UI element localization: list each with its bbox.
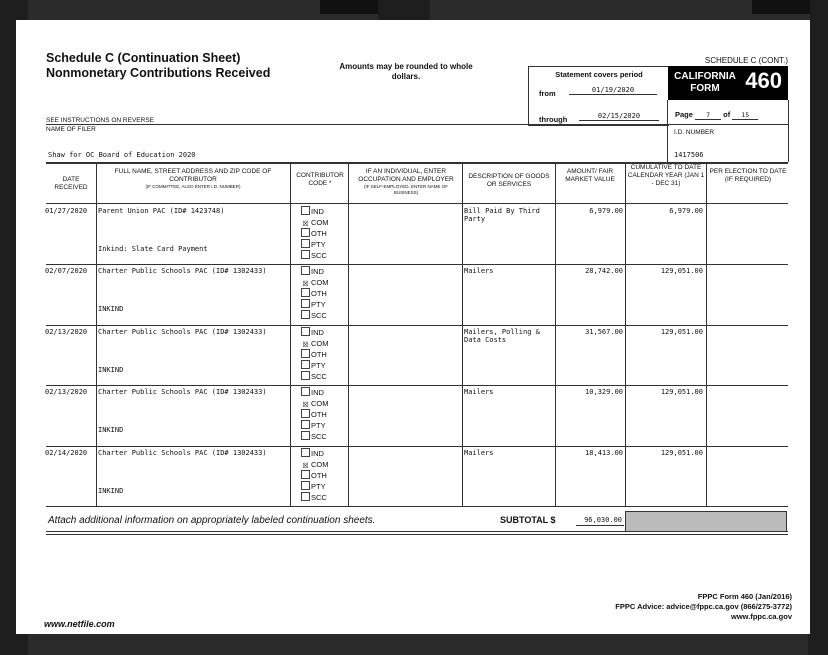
code-label: COM <box>311 218 329 227</box>
contributor-code-option <box>301 448 329 459</box>
background-page-bottom <box>28 634 808 655</box>
contributor-code-option <box>301 266 329 277</box>
code-label: IND <box>311 267 324 277</box>
row-note: INKIND <box>98 426 124 435</box>
column-divider <box>555 162 556 506</box>
header-per-election: PER ELECTION TO DATE (IF REQUIRED) <box>709 168 787 183</box>
contributor-code-option <box>301 206 329 217</box>
divider <box>46 124 788 125</box>
contributor-code-option <box>301 288 329 299</box>
contributor-code-option <box>301 239 329 250</box>
column-divider <box>462 162 463 506</box>
page-label: Page <box>675 110 693 119</box>
of-label: of <box>723 110 731 119</box>
row-note: INKIND <box>98 305 124 314</box>
contributor-code-option <box>301 387 329 398</box>
code-label: COM <box>311 459 329 469</box>
rounding-note: Amounts may be rounded to whole dollars. <box>339 62 473 81</box>
row-cumulative: 129,051.00 <box>660 267 703 276</box>
code-checkbox[interactable]: ☒ <box>302 341 309 349</box>
code-checkbox[interactable] <box>301 228 310 237</box>
row-divider <box>46 264 788 265</box>
contributor-code-option <box>301 349 329 360</box>
code-checkbox[interactable]: ☒ <box>302 402 309 410</box>
header-date: DATE RECEIVED <box>54 176 88 191</box>
code-label: SCC <box>311 432 327 442</box>
row-contributor-name: Parent Union PAC (ID# 1423748) <box>98 207 225 215</box>
through-label: through <box>539 115 568 124</box>
footer-divider <box>46 534 788 535</box>
divider <box>667 100 668 162</box>
row-description: Mailers <box>464 267 494 276</box>
row-note: Inkind: Slate Card Payment <box>98 245 208 253</box>
header-occupation-text: IF AN INDIVIDUAL, ENTER OCCUPATION AND EMPLOYER <box>358 168 454 183</box>
contributor-code-option <box>301 481 329 492</box>
table-header-border <box>46 203 788 204</box>
california-form-badge <box>668 66 788 100</box>
row-cumulative: 6,979.00 <box>669 207 703 215</box>
contributor-code-option <box>301 327 329 338</box>
code-checkbox[interactable] <box>301 492 310 501</box>
contributor-code-group <box>301 327 329 382</box>
contributor-code-option <box>301 250 329 261</box>
subtotal-label: SUBTOTAL $ <box>500 515 556 525</box>
code-label: PTY <box>311 300 326 310</box>
code-label: SCC <box>311 492 327 502</box>
code-label: OTH <box>311 229 327 238</box>
header-amount: AMOUNT/ FAIR MARKET VALUE <box>565 168 615 183</box>
row-date: 02/13/2020 <box>45 388 88 397</box>
code-checkbox[interactable]: ☒ <box>302 462 309 470</box>
row-amount: 18,413.00 <box>585 448 623 457</box>
fppc-website: www.fppc.ca.gov <box>731 612 792 621</box>
attach-note: Attach additional information on appropriately labeled continuation sheets. <box>48 515 376 526</box>
code-checkbox[interactable] <box>301 250 310 259</box>
row-description: Mailers <box>464 448 494 457</box>
subtotal-underline <box>576 525 624 526</box>
california-form-label: CALIFORNIA FORM <box>674 71 736 94</box>
row-divider <box>46 385 788 386</box>
row-amount: 28,742.00 <box>585 267 623 276</box>
row-amount: 31,567.00 <box>585 327 623 336</box>
contributor-code-option <box>301 398 329 409</box>
column-divider <box>290 162 291 506</box>
code-label: OTH <box>311 289 327 299</box>
header-description: DESCRIPTION OF GOODS OR SERVICES <box>468 173 550 188</box>
row-date: 02/13/2020 <box>45 327 88 336</box>
contributor-code-group <box>301 266 329 321</box>
form-title: Schedule C (Continuation Sheet) <box>46 51 241 65</box>
code-checkbox[interactable] <box>301 327 310 336</box>
column-divider <box>348 162 349 506</box>
contributor-code-option <box>301 371 329 382</box>
code-checkbox[interactable] <box>301 360 310 369</box>
from-date: 01/19/2020 <box>569 86 657 95</box>
row-date: 02/14/2020 <box>45 448 88 457</box>
subtotal-value: 96,030.00 <box>584 516 622 524</box>
code-label: IND <box>311 327 324 337</box>
row-divider <box>46 446 788 447</box>
code-label: OTH <box>311 410 327 420</box>
statement-period-box <box>528 66 669 126</box>
code-label: OTH <box>311 349 327 359</box>
contributor-code-option <box>301 228 329 239</box>
form-subtitle: Nonmonetary Contributions Received <box>46 66 271 80</box>
footer-divider <box>46 531 788 532</box>
row-cumulative: 129,051.00 <box>660 327 703 336</box>
code-label: COM <box>311 278 329 288</box>
row-description: Bill Paid By Third Party <box>464 207 540 223</box>
id-number-label: I.D. NUMBER <box>674 129 715 136</box>
row-cumulative: 129,051.00 <box>660 448 703 457</box>
code-checkbox[interactable] <box>301 266 310 275</box>
column-divider <box>96 162 97 506</box>
contributor-code-group <box>301 206 329 261</box>
row-contributor-name: Charter Public Schools PAC (ID# 1302433) <box>98 388 267 397</box>
row-amount: 6,979.00 <box>589 207 623 215</box>
code-checkbox[interactable] <box>301 371 310 380</box>
contributor-code-option <box>301 338 329 349</box>
code-checkbox[interactable] <box>301 387 310 396</box>
row-description: Mailers <box>464 388 494 397</box>
code-checkbox[interactable] <box>301 448 310 457</box>
code-checkbox[interactable] <box>301 310 310 319</box>
fppc-advice: FPPC Advice: advice@fppc.ca.gov (866/275-3772) <box>615 602 792 611</box>
form-page <box>16 20 810 634</box>
contributor-code-option <box>301 310 329 321</box>
subtotal-shaded-box <box>625 511 787 532</box>
code-checkbox[interactable] <box>301 409 310 418</box>
divider <box>788 100 789 162</box>
header-name <box>100 168 286 190</box>
code-label: PTY <box>311 421 326 431</box>
column-divider <box>706 162 707 506</box>
filer-name: Shaw for OC Board of Education 2020 <box>48 151 196 159</box>
contributor-code-option <box>301 492 329 503</box>
page-indicator <box>675 110 758 120</box>
background-page-left <box>28 0 378 22</box>
background-form-badge <box>320 0 378 14</box>
header-name-sub: (IF COMMITTEE, ALSO ENTER I.D. NUMBER) <box>145 184 241 189</box>
from-label: from <box>539 89 556 98</box>
code-checkbox[interactable] <box>301 206 310 215</box>
contributor-code-group <box>301 387 329 442</box>
code-checkbox[interactable]: ☒ <box>302 281 309 289</box>
code-checkbox[interactable]: ☒ <box>302 221 309 228</box>
code-label: COM <box>311 399 329 409</box>
code-label: IND <box>311 388 324 398</box>
contributor-code-option <box>301 217 329 228</box>
contributor-code-option <box>301 431 329 442</box>
code-label: PTY <box>311 481 326 491</box>
row-contributor-name: Charter Public Schools PAC (ID# 1302433) <box>98 267 267 276</box>
code-label: IND <box>311 448 324 458</box>
contributor-code-option <box>301 299 329 310</box>
code-checkbox[interactable] <box>301 420 310 429</box>
column-divider <box>625 162 626 506</box>
row-date: 02/07/2020 <box>45 267 88 276</box>
schedule-cont-label: SCHEDULE C (CONT.) <box>704 56 788 65</box>
name-of-filer-label: NAME OF FILER <box>46 126 96 133</box>
row-note: INKIND <box>98 365 124 374</box>
row-cumulative: 129,051.00 <box>660 388 703 397</box>
statement-period-title: Statement covers period <box>555 70 643 79</box>
code-checkbox[interactable] <box>301 299 310 308</box>
see-instructions: SEE INSTRUCTIONS ON REVERSE <box>46 117 154 124</box>
row-divider <box>46 325 788 326</box>
background-form-badge <box>752 0 810 14</box>
contributor-code-option <box>301 459 329 470</box>
contributor-code-option <box>301 420 329 431</box>
header-occupation <box>352 168 460 195</box>
row-contributor-name: Charter Public Schools PAC (ID# 1302433) <box>98 327 267 336</box>
row-description: Mailers, Polling & Data Costs <box>464 327 540 344</box>
code-label: SCC <box>311 251 327 260</box>
code-label: COM <box>311 338 329 348</box>
code-checkbox[interactable] <box>301 288 310 297</box>
row-date: 01/27/2020 <box>45 207 88 215</box>
page-number: 7 <box>695 111 721 120</box>
code-label: OTH <box>311 470 327 480</box>
code-label: IND <box>311 207 324 216</box>
row-amount: 10,329.00 <box>585 388 623 397</box>
contributor-code-group <box>301 448 329 503</box>
page-total: 15 <box>732 111 758 120</box>
header-name-text: FULL NAME, STREET ADDRESS AND ZIP CODE OF CONTRIBUTOR <box>114 168 272 183</box>
header-occupation-sub: (IF SELF-EMPLOYED, ENTER NAME OF BUSINESS) <box>363 184 448 195</box>
header-code: CONTRIBUTOR CODE * <box>296 172 344 187</box>
table-bottom-border <box>46 506 788 507</box>
code-label: PTY <box>311 360 326 370</box>
code-label: PTY <box>311 240 326 249</box>
code-checkbox[interactable] <box>301 431 310 440</box>
header-cumulative: CUMULATIVE TO DATE CALENDAR YEAR (JAN 1 - DEC 31) <box>627 164 705 187</box>
fppc-form-label: FPPC Form 460 (Jan/2016) <box>697 592 792 601</box>
code-checkbox[interactable] <box>301 470 310 479</box>
row-contributor-name: Charter Public Schools PAC (ID# 1302433) <box>98 448 267 457</box>
through-date: 02/15/2020 <box>579 112 659 121</box>
code-checkbox[interactable] <box>301 239 310 248</box>
code-label: SCC <box>311 371 327 381</box>
contributor-code-option <box>301 409 329 420</box>
contributor-code-option <box>301 360 329 371</box>
row-note: INKIND <box>98 486 124 495</box>
code-checkbox[interactable] <box>301 349 310 358</box>
id-number: 1417506 <box>674 151 704 159</box>
form-number: 460 <box>745 68 782 93</box>
contributor-code-option <box>301 470 329 481</box>
background-page-right <box>430 0 810 22</box>
code-label: SCC <box>311 311 327 321</box>
code-checkbox[interactable] <box>301 481 310 490</box>
netfile-link[interactable]: www.netfile.com <box>44 619 115 629</box>
contributor-code-option <box>301 277 329 288</box>
